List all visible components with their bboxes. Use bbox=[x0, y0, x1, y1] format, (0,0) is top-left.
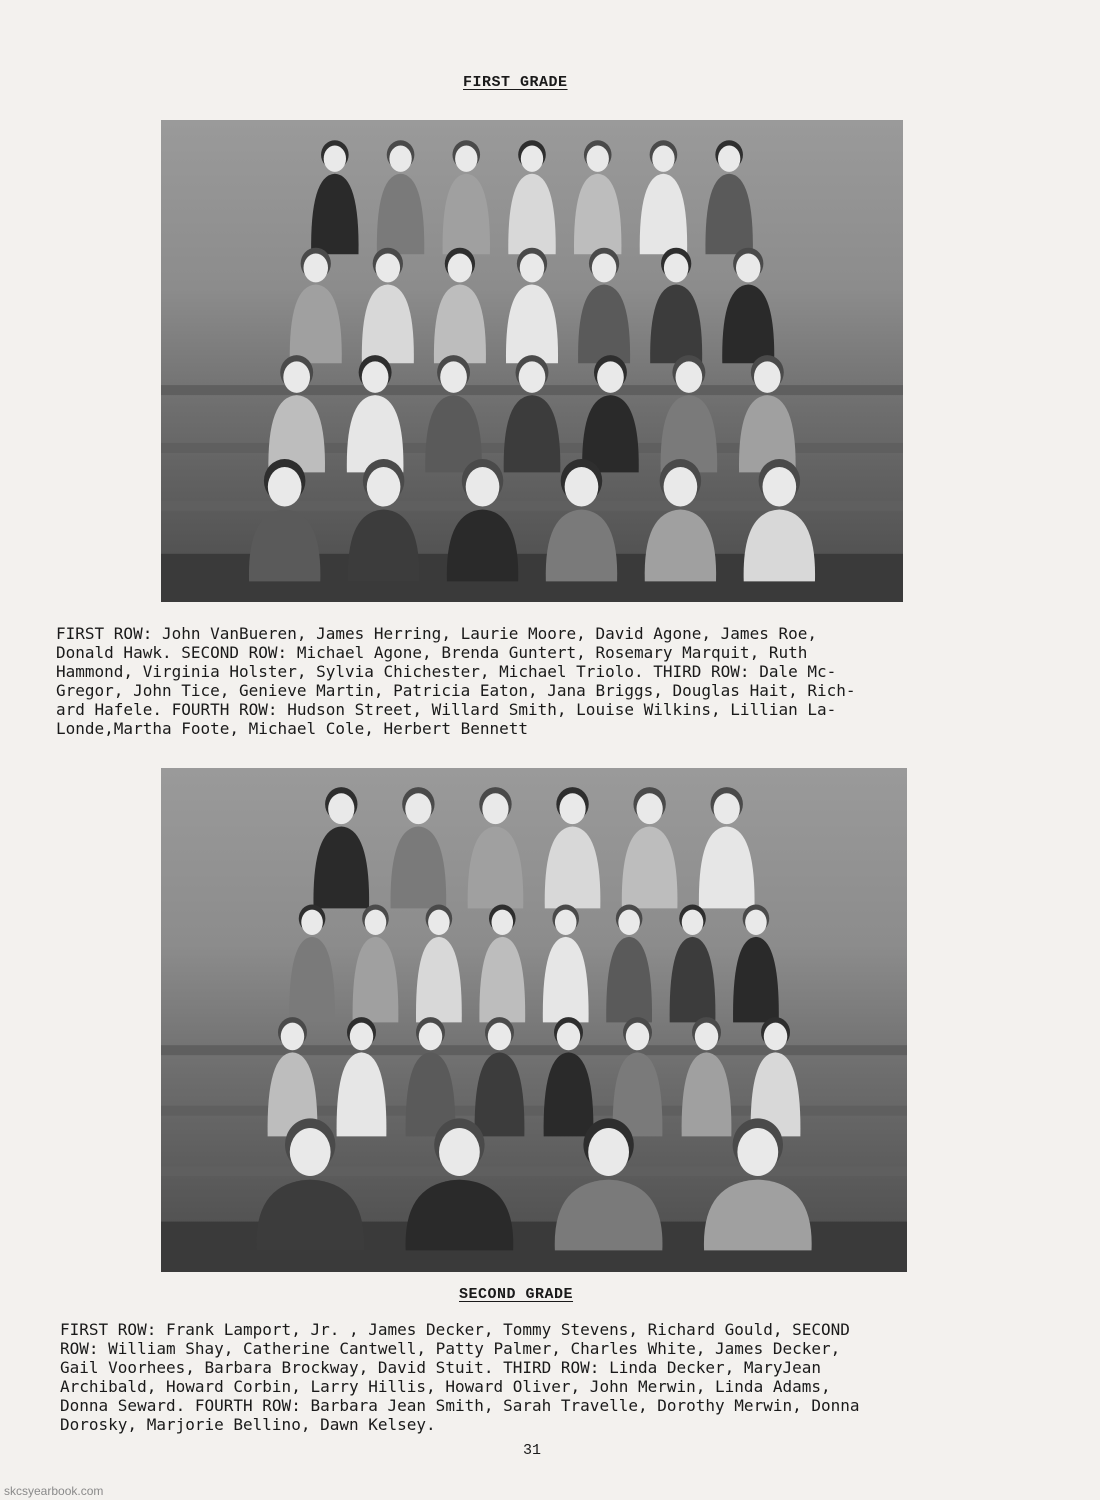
child-figure bbox=[406, 1017, 456, 1136]
child-face bbox=[362, 361, 389, 392]
child-face bbox=[587, 146, 609, 172]
child-figure bbox=[744, 459, 815, 581]
child-body bbox=[249, 510, 320, 582]
child-face bbox=[301, 910, 323, 935]
child-body bbox=[377, 174, 424, 254]
child-figure bbox=[249, 459, 320, 581]
child-body bbox=[290, 284, 342, 363]
caption-line: ROW: William Shay, Catherine Cantwell, Patty Palmer, Charles White, James Decker, bbox=[60, 1339, 841, 1358]
first-grade-caption bbox=[56, 624, 856, 738]
child-face bbox=[652, 146, 674, 172]
child-body bbox=[705, 174, 752, 254]
child-face bbox=[565, 467, 599, 507]
child-body bbox=[289, 937, 335, 1023]
first-grade-photo bbox=[161, 120, 903, 602]
caption-line: Donna Seward. FOURTH ROW: Barbara Jean Smith, Sarah Travelle, Dorothy Merwin, Donna bbox=[60, 1396, 860, 1415]
child-body bbox=[640, 174, 687, 254]
child-face bbox=[365, 910, 387, 935]
child-body bbox=[545, 826, 601, 908]
child-figure bbox=[582, 355, 639, 472]
child-figure bbox=[362, 248, 414, 364]
caption-line: Gregor, John Tice, Genieve Martin, Patricia Eaton, Jana Briggs, Douglas Hait, Rich- bbox=[56, 681, 856, 700]
child-face bbox=[440, 361, 467, 392]
child-body bbox=[582, 395, 639, 472]
caption-line: Donald Hawk. SECOND ROW: Michael Agone, Brenda Guntert, Rosemary Marquit, Ruth bbox=[56, 643, 808, 662]
child-figure bbox=[543, 905, 589, 1023]
child-figure bbox=[622, 787, 678, 908]
child-body bbox=[362, 284, 414, 363]
child-body bbox=[555, 1180, 663, 1251]
child-figure bbox=[506, 248, 558, 364]
child-figure bbox=[682, 1017, 732, 1136]
caption-line: Dorosky, Marjorie Bellino, Dawn Kelsey. bbox=[60, 1415, 436, 1434]
child-face bbox=[682, 910, 704, 935]
child-body bbox=[468, 826, 524, 908]
caption-line: Londe,Martha Foote, Michael Cole, Herbert Bennett bbox=[56, 719, 529, 738]
child-body bbox=[475, 1052, 525, 1136]
child-face bbox=[618, 910, 640, 935]
child-figure bbox=[650, 248, 702, 364]
child-body bbox=[256, 1180, 364, 1251]
child-figure bbox=[337, 1017, 387, 1136]
child-face bbox=[592, 253, 617, 282]
child-figure bbox=[722, 248, 774, 364]
child-figure bbox=[606, 905, 652, 1023]
child-face bbox=[389, 146, 411, 172]
child-face bbox=[405, 793, 431, 824]
child-face bbox=[737, 1128, 778, 1176]
child-body bbox=[313, 826, 369, 908]
second-grade-photo-illustration bbox=[161, 768, 907, 1272]
child-face bbox=[763, 467, 797, 507]
child-body bbox=[622, 826, 678, 908]
child-body bbox=[337, 1052, 387, 1136]
caption-line: ard Hafele. FOURTH ROW: Hudson Street, Willard Smith, Louise Wilkins, Lillian La- bbox=[56, 700, 837, 719]
second-grade-heading: SECOND GRADE bbox=[459, 1286, 574, 1303]
child-face bbox=[304, 253, 329, 282]
child-figure bbox=[645, 459, 716, 581]
child-face bbox=[664, 467, 698, 507]
child-face bbox=[555, 910, 577, 935]
child-body bbox=[645, 510, 716, 582]
child-figure bbox=[289, 905, 335, 1023]
child-face bbox=[588, 1128, 629, 1176]
caption-line: FIRST ROW: Frank Lamport, Jr. , James Decker, Tommy Stevens, Richard Gould, SECOND bbox=[60, 1320, 850, 1339]
child-face bbox=[439, 1128, 480, 1176]
child-figure bbox=[574, 140, 621, 254]
caption-line: Gail Voorhees, Barbara Brockway, David Stuit. THIRD ROW: Linda Decker, MaryJean bbox=[60, 1358, 821, 1377]
child-figure bbox=[670, 905, 716, 1023]
child-face bbox=[714, 793, 740, 824]
child-body bbox=[578, 284, 630, 363]
child-face bbox=[664, 253, 689, 282]
child-face bbox=[455, 146, 477, 172]
child-figure bbox=[443, 140, 490, 254]
child-body bbox=[353, 937, 399, 1023]
child-body bbox=[347, 395, 404, 472]
child-body bbox=[506, 284, 558, 363]
child-figure bbox=[256, 1118, 364, 1250]
child-face bbox=[466, 467, 500, 507]
child-face bbox=[376, 253, 401, 282]
child-face bbox=[637, 793, 663, 824]
child-face bbox=[428, 910, 450, 935]
child-figure bbox=[377, 140, 424, 254]
child-body bbox=[348, 510, 419, 582]
child-figure bbox=[468, 787, 524, 908]
child-body bbox=[425, 395, 482, 472]
child-figure bbox=[391, 787, 447, 908]
child-face bbox=[281, 1023, 304, 1051]
caption-line: Hammond, Virginia Holster, Sylvia Chichester, Michael Triolo. THIRD ROW: Dale Mc- bbox=[56, 662, 837, 681]
child-body bbox=[650, 284, 702, 363]
child-figure bbox=[739, 355, 796, 472]
caption-line: FIRST ROW: John VanBueren, James Herring, Laurie Moore, David Agone, James Roe, bbox=[56, 624, 817, 643]
child-face bbox=[695, 1023, 718, 1051]
child-figure bbox=[434, 248, 486, 364]
child-body bbox=[543, 937, 589, 1023]
child-figure bbox=[479, 905, 525, 1023]
child-figure bbox=[313, 787, 369, 908]
child-figure bbox=[447, 459, 518, 581]
first-grade-photo-illustration bbox=[161, 120, 903, 602]
child-face bbox=[448, 253, 473, 282]
child-face bbox=[328, 793, 354, 824]
child-face bbox=[754, 361, 781, 392]
child-face bbox=[324, 146, 346, 172]
child-body bbox=[661, 395, 718, 472]
child-figure bbox=[640, 140, 687, 254]
child-face bbox=[626, 1023, 649, 1051]
child-body bbox=[704, 1180, 812, 1251]
child-body bbox=[479, 937, 525, 1023]
child-figure bbox=[544, 1017, 594, 1136]
child-body bbox=[311, 174, 358, 254]
child-body bbox=[606, 937, 652, 1023]
child-figure bbox=[545, 787, 601, 908]
child-figure bbox=[733, 905, 779, 1023]
child-face bbox=[676, 361, 703, 392]
child-figure bbox=[348, 459, 419, 581]
child-face bbox=[736, 253, 761, 282]
child-figure bbox=[704, 1118, 812, 1250]
child-face bbox=[557, 1023, 580, 1051]
child-face bbox=[290, 1128, 331, 1176]
child-face bbox=[268, 467, 302, 507]
caption-line: Archibald, Howard Corbin, Larry Hillis, Howard Oliver, John Merwin, Linda Adams, bbox=[60, 1377, 831, 1396]
child-body bbox=[544, 1052, 594, 1136]
child-face bbox=[718, 146, 740, 172]
child-body bbox=[722, 284, 774, 363]
child-face bbox=[283, 361, 310, 392]
child-body bbox=[447, 510, 518, 582]
child-face bbox=[367, 467, 401, 507]
child-figure bbox=[347, 355, 404, 472]
site-watermark: skcsyearbook.com bbox=[4, 1484, 104, 1498]
child-figure bbox=[546, 459, 617, 581]
child-face bbox=[350, 1023, 373, 1051]
child-figure bbox=[555, 1118, 663, 1250]
child-face bbox=[482, 793, 508, 824]
child-figure bbox=[406, 1118, 514, 1250]
child-face bbox=[520, 253, 545, 282]
child-body bbox=[733, 937, 779, 1023]
child-face bbox=[519, 361, 546, 392]
child-face bbox=[492, 910, 514, 935]
second-grade-caption bbox=[60, 1320, 860, 1434]
child-body bbox=[546, 510, 617, 582]
child-figure bbox=[578, 248, 630, 364]
page-number: 31 bbox=[523, 1442, 542, 1459]
child-figure bbox=[353, 905, 399, 1023]
child-figure bbox=[425, 355, 482, 472]
bench bbox=[161, 1166, 907, 1176]
bench bbox=[161, 501, 903, 511]
child-figure bbox=[475, 1017, 525, 1136]
child-figure bbox=[699, 787, 755, 908]
child-figure bbox=[416, 905, 462, 1023]
child-face bbox=[488, 1023, 511, 1051]
child-face bbox=[745, 910, 767, 935]
child-face bbox=[764, 1023, 787, 1051]
child-figure bbox=[290, 248, 342, 364]
child-body bbox=[416, 937, 462, 1023]
child-body bbox=[508, 174, 555, 254]
child-body bbox=[699, 826, 755, 908]
bench bbox=[161, 1045, 907, 1055]
child-face bbox=[521, 146, 543, 172]
child-figure bbox=[268, 355, 325, 472]
child-face bbox=[559, 793, 585, 824]
first-grade-heading: FIRST GRADE bbox=[463, 74, 568, 91]
child-body bbox=[504, 395, 561, 472]
child-figure bbox=[661, 355, 718, 472]
child-body bbox=[744, 510, 815, 582]
child-figure bbox=[504, 355, 561, 472]
child-body bbox=[574, 174, 621, 254]
child-face bbox=[597, 361, 624, 392]
child-figure bbox=[508, 140, 555, 254]
child-figure bbox=[311, 140, 358, 254]
child-body bbox=[434, 284, 486, 363]
child-body bbox=[391, 826, 447, 908]
child-body bbox=[443, 174, 490, 254]
child-face bbox=[419, 1023, 442, 1051]
child-body bbox=[670, 937, 716, 1023]
child-body bbox=[406, 1180, 514, 1251]
second-grade-photo bbox=[161, 768, 907, 1272]
child-figure bbox=[705, 140, 752, 254]
child-body bbox=[682, 1052, 732, 1136]
child-figure bbox=[613, 1017, 663, 1136]
